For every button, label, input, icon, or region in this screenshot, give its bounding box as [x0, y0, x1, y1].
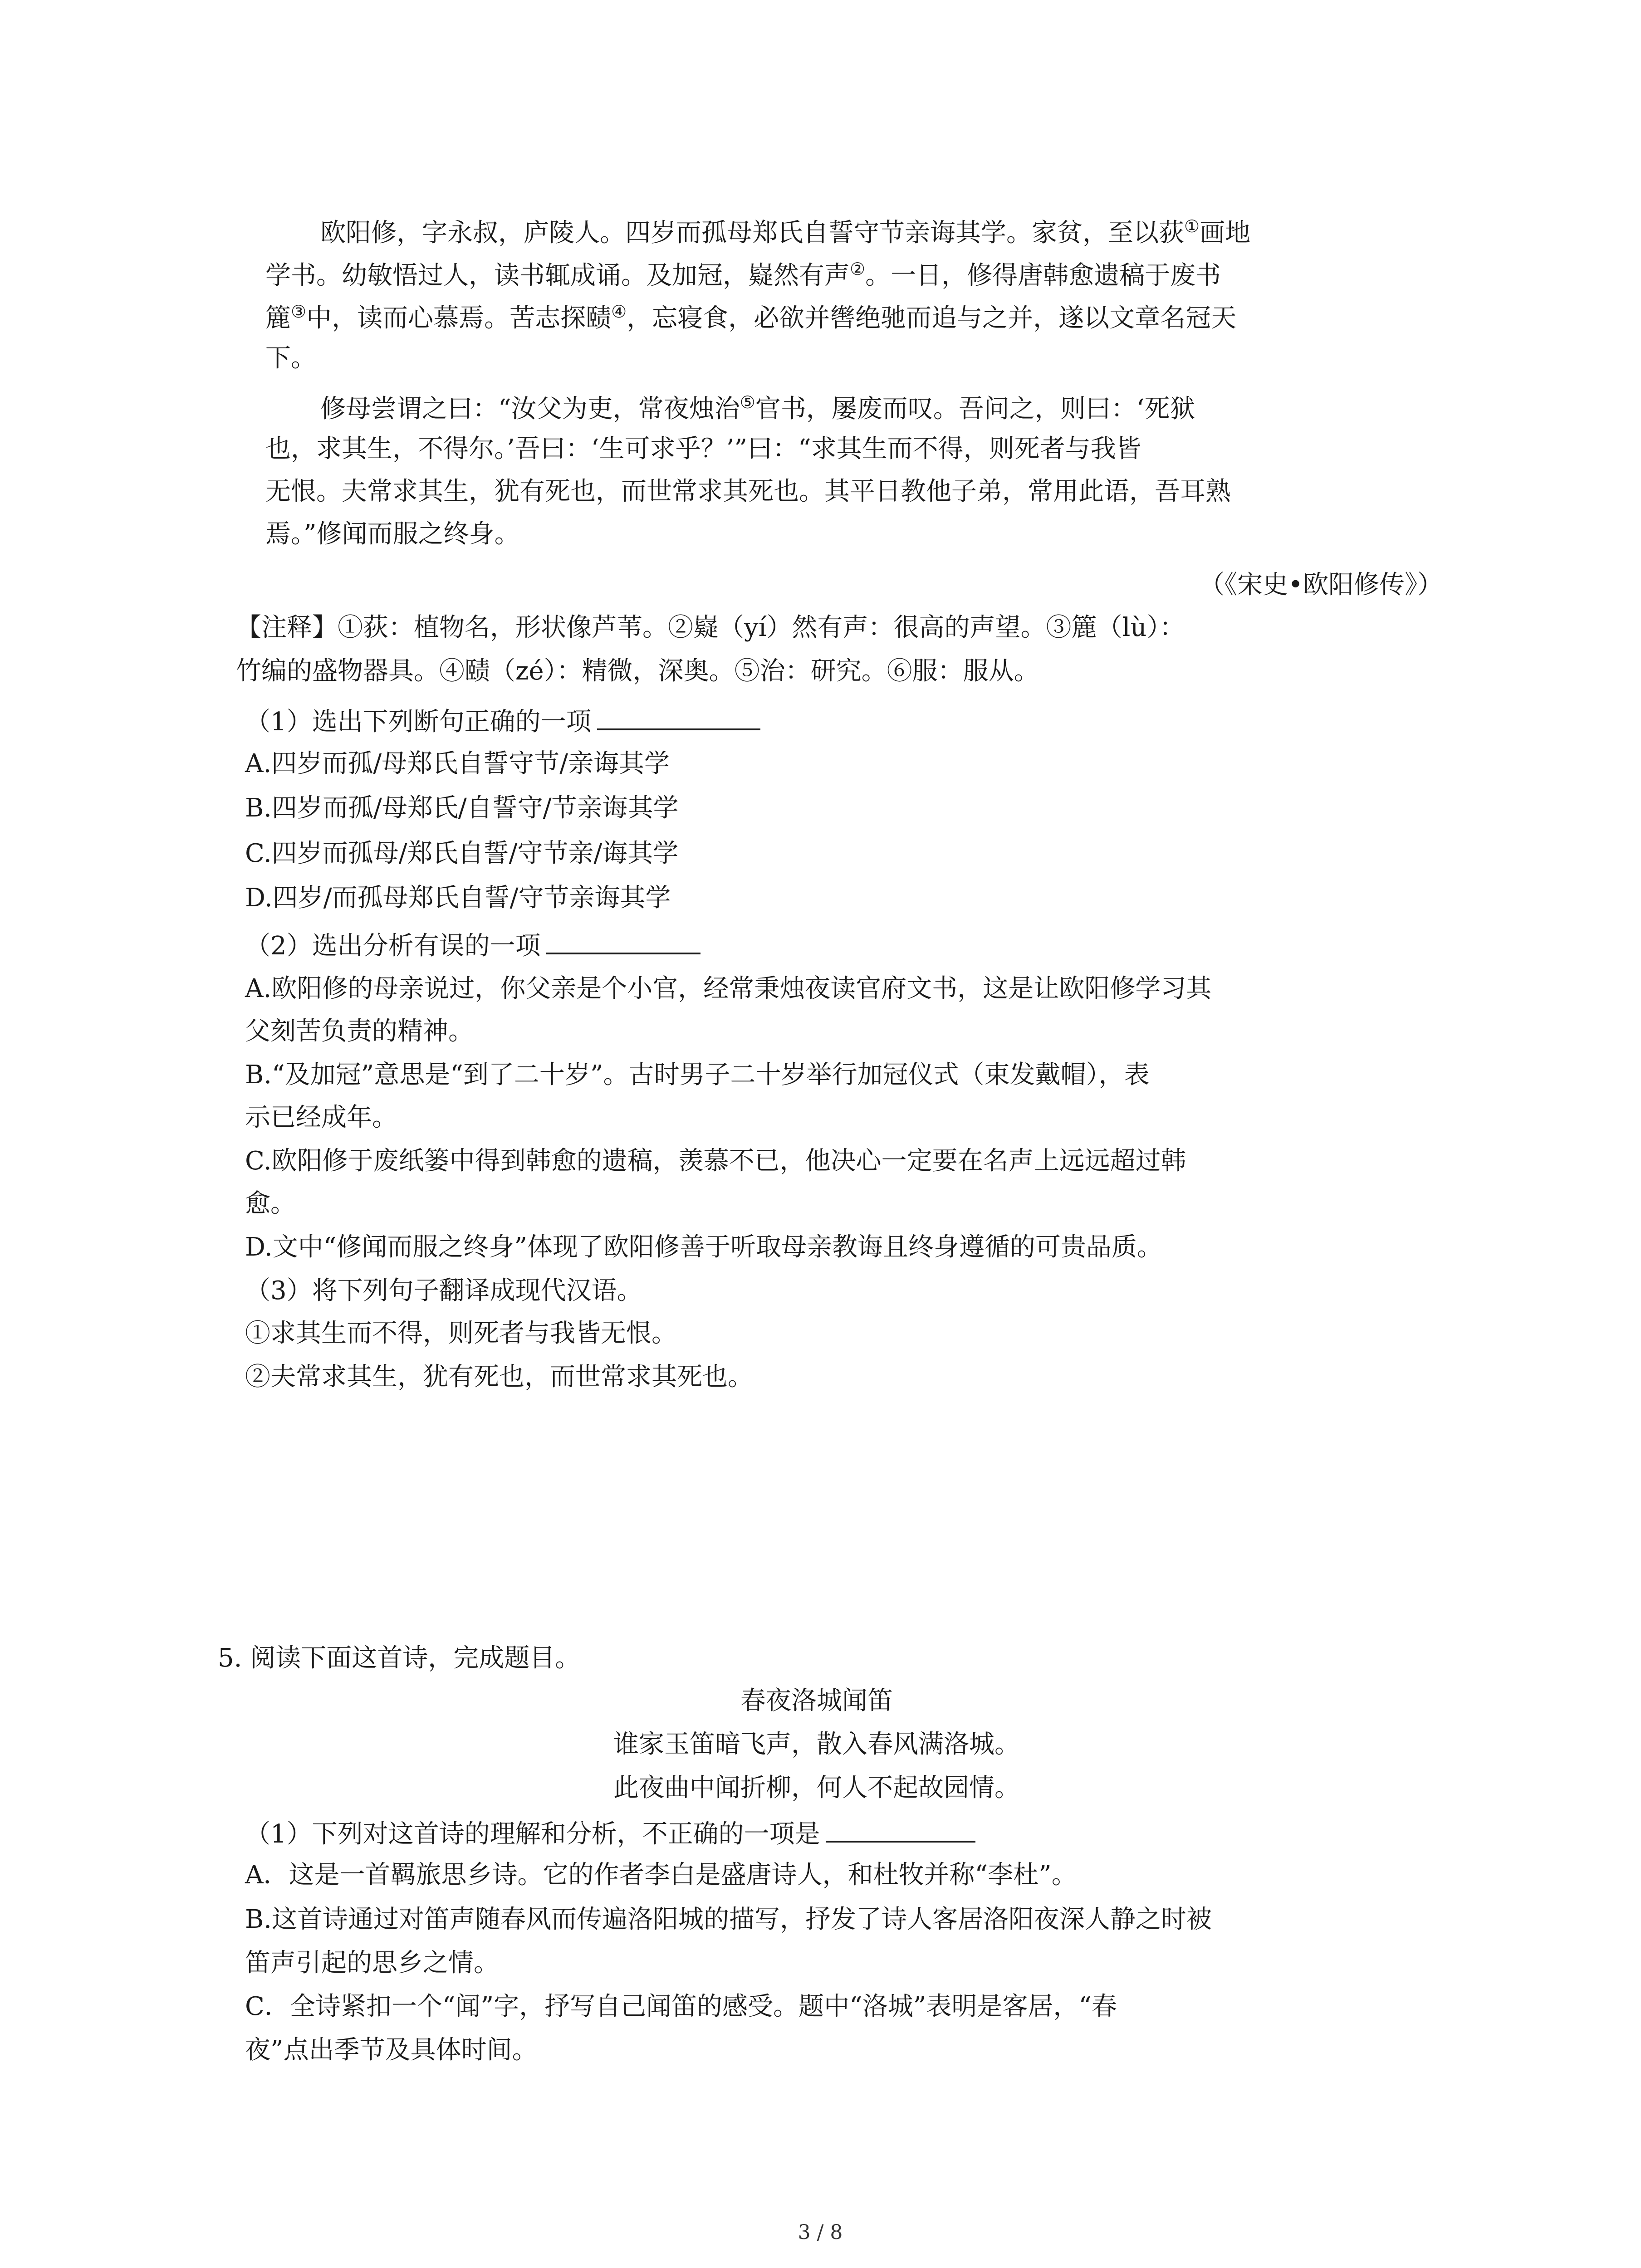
q3-item: ①求其生而不得，则死者与我皆无恨。 — [245, 1319, 677, 1348]
q3-prompt: （3）将下列句子翻译成现代汉语。 — [245, 1276, 642, 1305]
q1-prompt-text: （1）选出下列断句正确的一项 — [245, 707, 592, 737]
q2-prompt — [245, 931, 700, 959]
question5-heading: 5. 阅读下面这首诗，完成题目。 — [218, 1643, 581, 1673]
q1-option: B.四岁而孤/母郑氏/自誓守/节亲诲其学 — [245, 793, 679, 823]
q1-option: D.四岁/而孤母郑氏自誓/守节亲诲其学 — [245, 883, 671, 913]
q5-option-line: A．这是一首羁旅思乡诗。它的作者李白是盛唐诗人，和杜牧并称“李杜”。 — [245, 1860, 1077, 1890]
passage-line: 焉。”修闻而服之终身。 — [265, 519, 520, 549]
notes-line: 竹编的盛物器具。④赜（zé）：精微，深奥。⑤治：研究。⑥服：服从。 — [236, 656, 1039, 686]
q1-prompt — [245, 707, 760, 735]
q2-option-line: C.欧阳修于废纸篓中得到韩愈的遗稿，羡慕不已，他决心一定要在名声上远远超过韩 — [245, 1146, 1186, 1176]
q2-prompt-text: （2）选出分析有误的一项 — [245, 931, 541, 961]
q2-option-line: 愈。 — [245, 1189, 296, 1218]
passage-line: 簏③中，读而心慕焉。苦志探赜④，忘寝食，必欲并辔绝驰而追与之并，遂以文章名冠天 — [265, 302, 1237, 333]
q2-answer-blank[interactable] — [546, 931, 700, 954]
q2-option-line: A.欧阳修的母亲说过，你父亲是个小官，经常秉烛夜读官府文书，这是让欧阳修学习其 — [245, 974, 1212, 1003]
source-citation: （《宋史•欧阳修传》） — [1199, 570, 1443, 600]
q5-option-line: B.这首诗通过对笛声随春风而传遍洛阳城的描写，抒发了诗人客居洛阳夜深人静之时被 — [245, 1905, 1212, 1934]
q5-sub1-prompt — [245, 1819, 975, 1847]
q5-option-line: 夜”点出季节及具体时间。 — [245, 2035, 538, 2065]
passage-line: 欧阳修，字永叔，庐陵人。四岁而孤母郑氏自誓守节亲诲其学。家贫，至以荻①画地 — [320, 216, 1251, 248]
passage-line: 下。 — [265, 343, 316, 373]
page-number: 3 / 8 — [798, 2221, 843, 2244]
poem-line: 谁家玉笛暗飞声，散入春风满洛城。 — [613, 1730, 1020, 1759]
q2-option-line: 示已经成年。 — [245, 1103, 397, 1132]
q5-option-line: 笛声引起的思乡之情。 — [245, 1948, 499, 1978]
poem-title: 春夜洛城闻笛 — [740, 1686, 893, 1716]
poem-line: 此夜曲中闻折柳，何人不起故园情。 — [613, 1773, 1020, 1803]
passage-line: 学书。幼敏悟过人，读书辄成诵。及加冠，嶷然有声②。一日，修得唐韩愈遗稿于废书 — [265, 259, 1221, 290]
notes-line: 【注释】①荻：植物名，形状像芦苇。②嶷（yí）然有声：很高的声望。③簏（lù）： — [236, 613, 1185, 642]
q2-option-line: D.文中“修闻而服之终身”体现了欧阳修善于听取母亲教诲且终身遵循的可贵品质。 — [245, 1232, 1162, 1262]
q1-option: C.四岁而孤母/郑氏自誓/守节亲/诲其学 — [245, 839, 679, 868]
q5-sub1-prompt-text: （1）下列对这首诗的理解和分析，不正确的一项是 — [245, 1819, 820, 1849]
q1-answer-blank[interactable] — [597, 707, 760, 730]
q2-option-line: 父刻苦负责的精神。 — [245, 1017, 474, 1046]
q1-option: A.四岁而孤/母郑氏自誓守节/亲诲其学 — [245, 749, 670, 778]
q3-item: ②夫常求其生，犹有死也，而世常求其死也。 — [245, 1362, 753, 1392]
q5-option-line: C．全诗紧扣一个“闻”字，抒写自己闻笛的感受。题中“洛城”表明是客居，“春 — [245, 1992, 1117, 2021]
passage-line: 无恨。夫常求其生，犹有死也，而世常求其死也。其平日教他子弟，常用此语，吾耳熟 — [265, 477, 1231, 506]
q5-sub1-answer-blank[interactable] — [826, 1819, 975, 1843]
passage-line: 修母尝谓之曰：“汝父为吏，常夜烛治⑤官书，屡废而叹。吾问之，则曰：‘死狱 — [320, 392, 1195, 424]
q2-option-line: B.“及加冠”意思是“到了二十岁”。古时男子二十岁举行加冠仪式（束发戴帽），表 — [245, 1060, 1150, 1090]
passage-line: 也，求其生，不得尔。’吾曰：‘生可求乎？’”曰：“求其生而不得，则死者与我皆 — [265, 434, 1141, 464]
